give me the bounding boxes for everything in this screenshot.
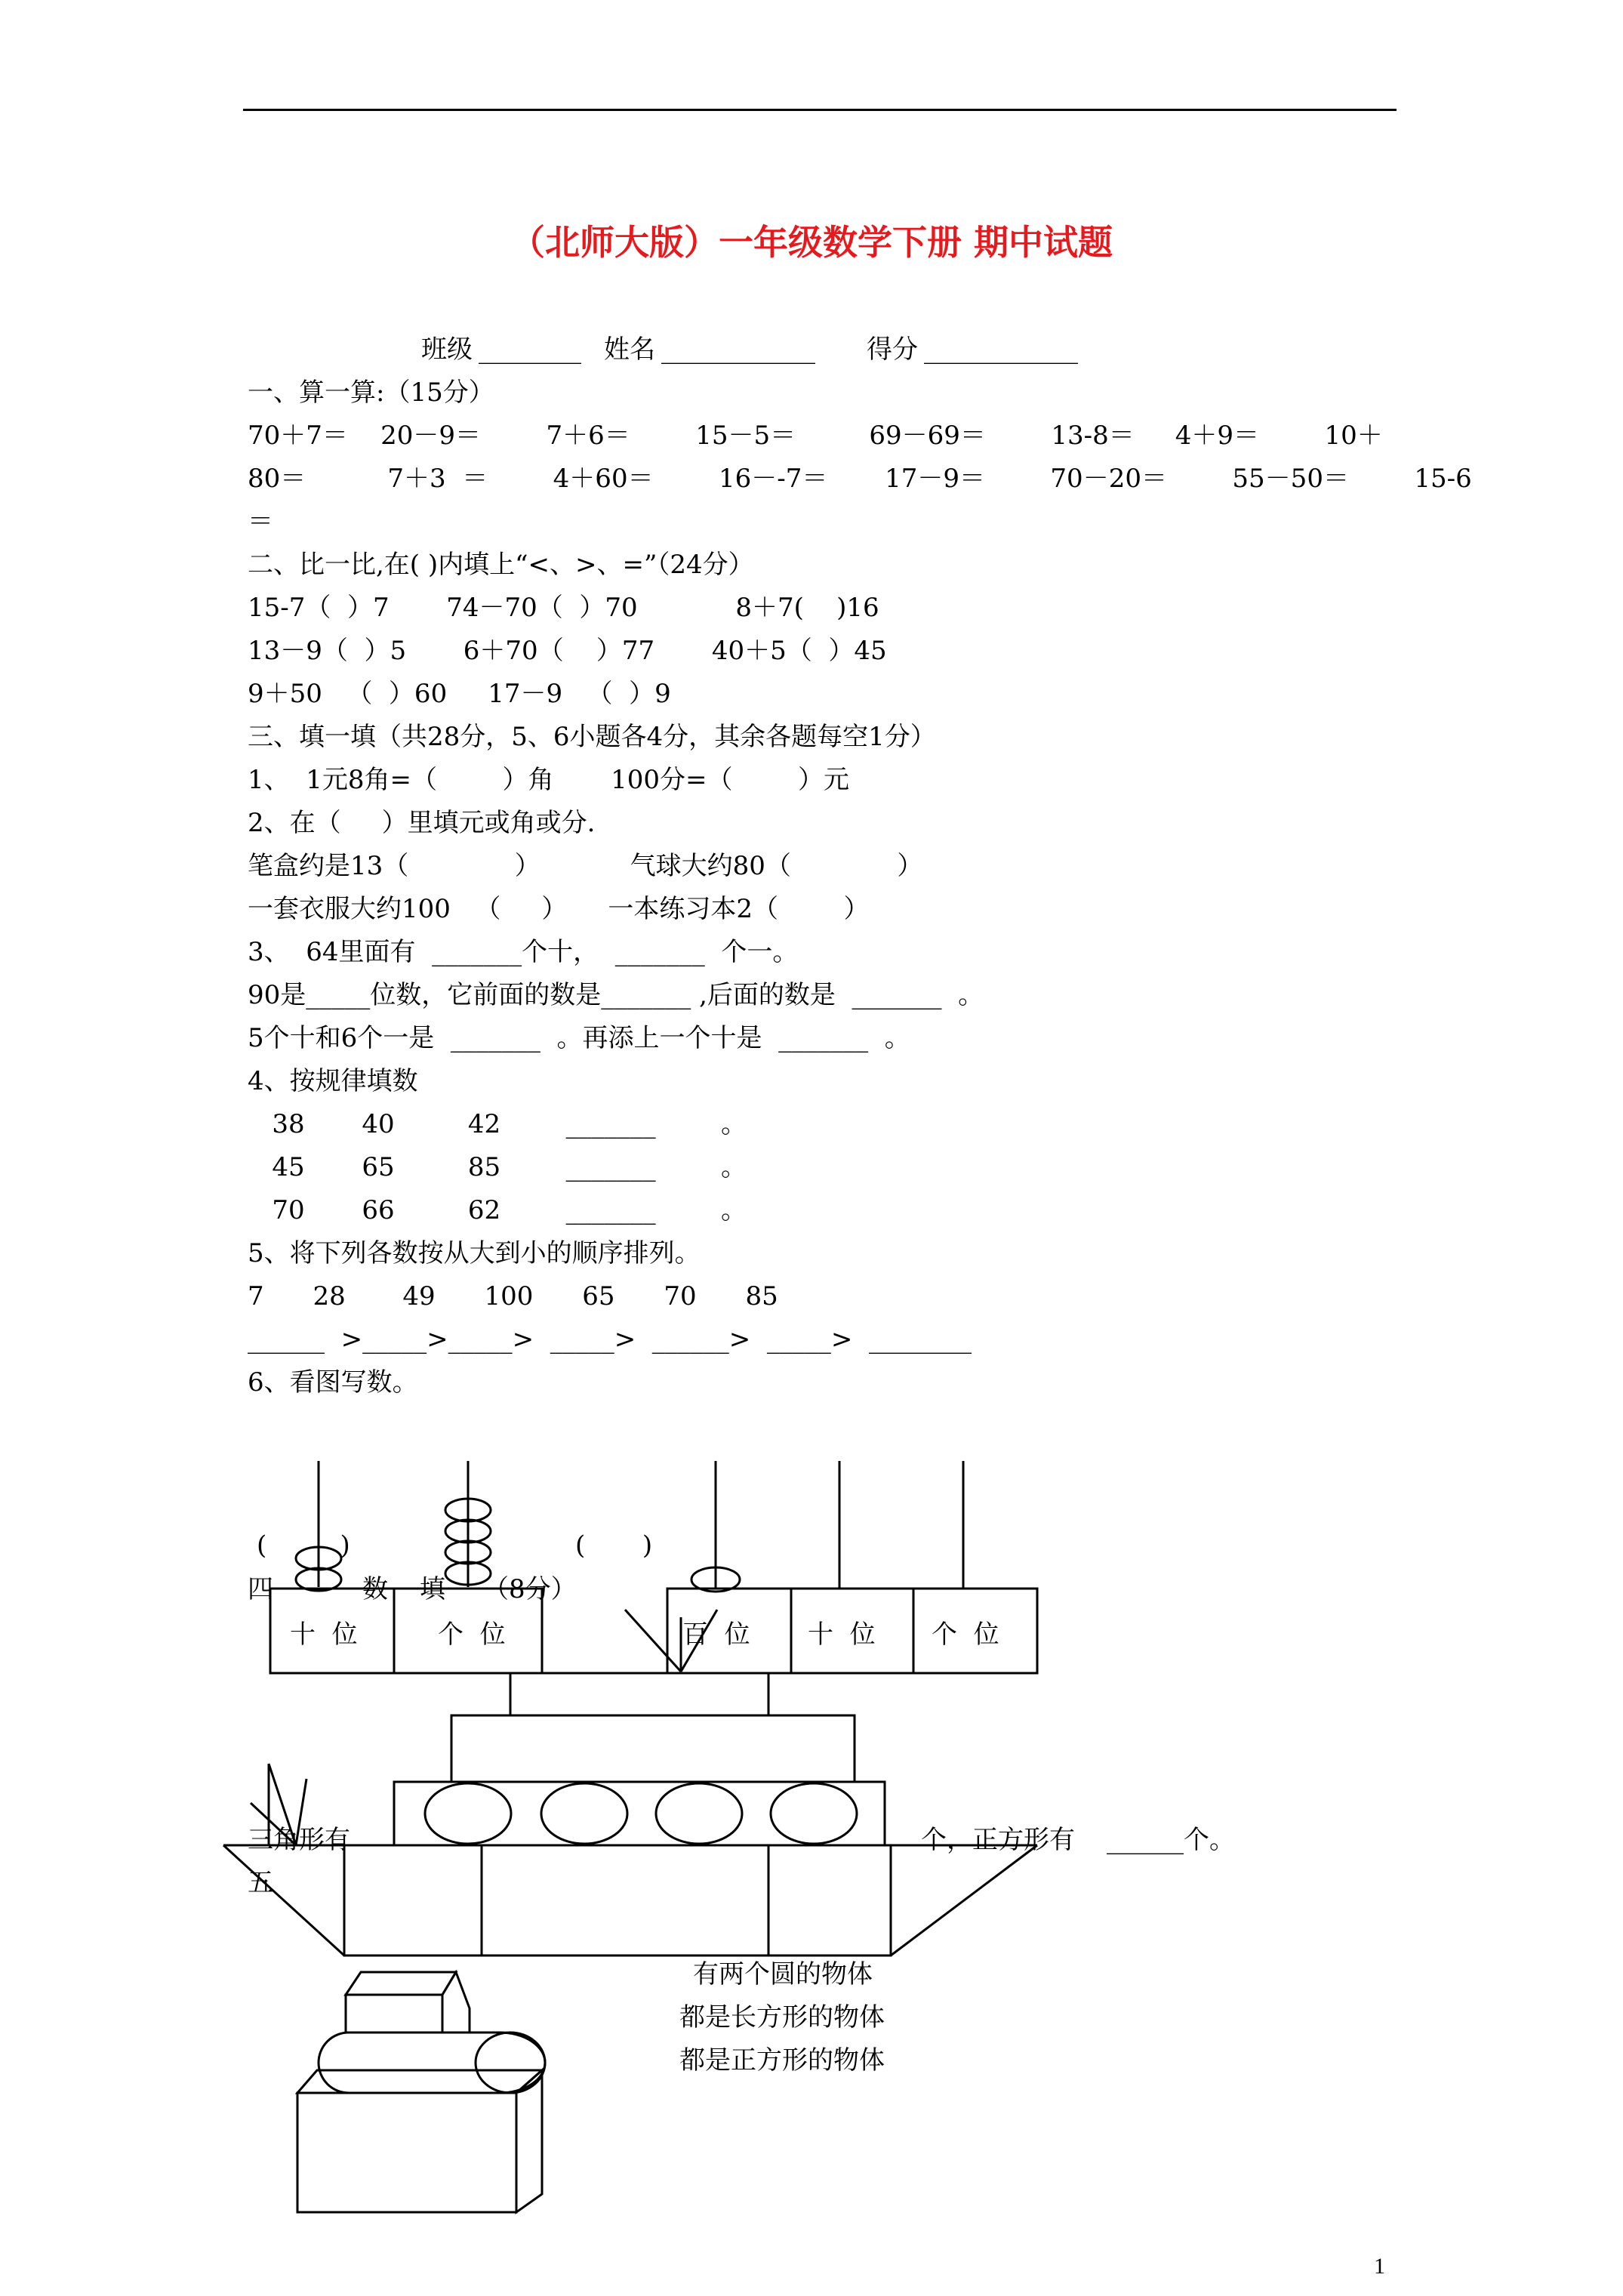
ship-porthole — [656, 1783, 742, 1844]
section-4-start: 四 — [248, 1574, 273, 1604]
pattern-row-2: 45 65 85 _______ 。 — [248, 1152, 747, 1182]
stacked-objects — [297, 1972, 545, 2212]
page-title: （北师大版）一年级数学下册 期中试题 — [510, 222, 1113, 263]
abacus-left — [270, 1461, 542, 1673]
section-2-heading: 二、比一比,在( )内填上“<、>、=”（24分） — [248, 550, 754, 580]
flag-line — [296, 1779, 306, 1845]
small-box-front — [346, 1995, 442, 2032]
abacus-answer-left: ( ) — [257, 1530, 350, 1561]
sort-numbers: 7 28 49 100 65 70 85 — [248, 1281, 778, 1311]
section-3-heading: 三、填一填（共28分，5、6小题各4分，其余各题每空1分） — [248, 722, 936, 752]
abacus-frame — [270, 1589, 542, 1673]
sort-blanks: ______ >_____>_____> _____> ______> _____> ________ — [248, 1324, 972, 1354]
section-4-fragment-1: 数 — [362, 1574, 388, 1604]
class-blank[interactable]: ________ — [479, 334, 581, 365]
score-label: 得分 — [867, 334, 918, 365]
section-2-row-2: 13－9（ ）5 6＋70（ ）77 40＋5（ ）45 — [248, 636, 887, 666]
section-3-q2a: 笔盒约是13（ ） 气球大约80（ ） — [248, 851, 923, 881]
classify-rectangles: 都是长方形的物体 — [679, 2002, 885, 2032]
abacus-right-hundreds-label: 百 位 — [682, 1620, 750, 1650]
section-4-end: （8分） — [483, 1574, 577, 1604]
class-label: 班级 — [421, 334, 473, 365]
ship-stern — [891, 1845, 1037, 1955]
section-1-heading: 一、算一算:（15分） — [248, 378, 494, 408]
ship-porthole — [541, 1783, 627, 1844]
ship-porthole — [425, 1783, 511, 1844]
ship-bow — [223, 1845, 344, 1955]
square-count-label: 个，正方形有 — [921, 1825, 1075, 1855]
abacus-right-ones-label: 个 位 — [932, 1620, 999, 1650]
cylinder-end — [476, 2032, 545, 2093]
name-blank[interactable]: ____________ — [661, 334, 815, 365]
page-number: 1 — [1374, 2254, 1385, 2279]
section-5-start: 五 — [248, 1868, 273, 1898]
abacus-left-tens-label: 十 位 — [290, 1620, 358, 1650]
section-2-row-3: 9＋50 （ ）60 17－9 （ ）9 — [248, 679, 671, 709]
section-3-q2: 2、在（ ）里填元或角或分. — [248, 808, 596, 838]
small-box-side — [442, 1972, 470, 2032]
section-3-q3c: 5个十和6个一是 _______ 。再添上一个十是 _______ 。 — [248, 1023, 910, 1053]
ship-middle-deck — [451, 1715, 855, 1782]
small-box-top — [346, 1972, 456, 1995]
ship-hull — [344, 1845, 891, 1955]
abacus-right-tens-label: 十 位 — [808, 1620, 876, 1650]
mast-line — [681, 1610, 717, 1672]
section-3-q3a: 3、 64里面有 _______个十， _______ 个一。 — [248, 937, 799, 967]
classify-two-circles: 有两个圆的物体 — [693, 1959, 873, 1989]
section-3-q4: 4、按规律填数 — [248, 1066, 418, 1096]
abacus-left-ones-label: 个 位 — [438, 1620, 506, 1650]
abacus-frame — [667, 1589, 1037, 1673]
ship-figure — [223, 1610, 1037, 1955]
section-1-row-1: 70＋7＝ 20－9＝ 7＋6＝ 15－5＝ 69－69＝ 13-8＝ 4＋9＝ 10＋ — [248, 421, 1383, 451]
ship-porthole — [771, 1783, 857, 1844]
square-count-blank[interactable]: ______个。 — [1107, 1825, 1235, 1855]
section-4-fragment-2: 填 — [420, 1574, 445, 1604]
abacus-right — [667, 1461, 1037, 1673]
ship-window-deck — [394, 1782, 885, 1845]
triangle-count-label: 三角形有 — [248, 1825, 350, 1855]
ship-top-deck — [510, 1673, 768, 1715]
abacus-answer-right: ( ) — [575, 1530, 653, 1561]
section-3-q1: 1、 1元8角=（ ）角 100分=（ ）元 — [248, 765, 849, 795]
name-label: 姓名 — [604, 334, 655, 365]
section-3-q2b: 一套衣服大约100 （ ） 一本练习本2（ ） — [248, 894, 870, 924]
score-blank[interactable]: ____________ — [924, 334, 1078, 365]
mast-line — [625, 1610, 681, 1672]
section-1-row-2: 80＝ 7＋3 ＝ 4＋60＝ 16－-7＝ 17－9＝ 70－20＝ 55－50＝ 15-6 — [248, 464, 1472, 494]
section-3-q5: 5、将下列各数按从大到小的顺序排列。 — [248, 1238, 701, 1268]
section-2-row-1: 15-7（ ）7 74－70（ ）70 8＋7( )16 — [248, 593, 879, 623]
pattern-row-3: 70 66 62 _______ 。 — [248, 1195, 747, 1225]
large-box-front — [297, 2093, 516, 2212]
section-1-row-3: ＝ — [248, 507, 273, 537]
cylinder-body — [319, 2032, 545, 2093]
section-3-q3b: 90是_____位数，它前面的数是_______ ,后面的数是 _______ 。 — [248, 980, 984, 1010]
section-3-q6: 6、看图写数。 — [248, 1367, 418, 1398]
classify-squares: 都是正方形的物体 — [679, 2045, 885, 2076]
pattern-row-1: 38 40 42 _______ 。 — [248, 1109, 747, 1139]
